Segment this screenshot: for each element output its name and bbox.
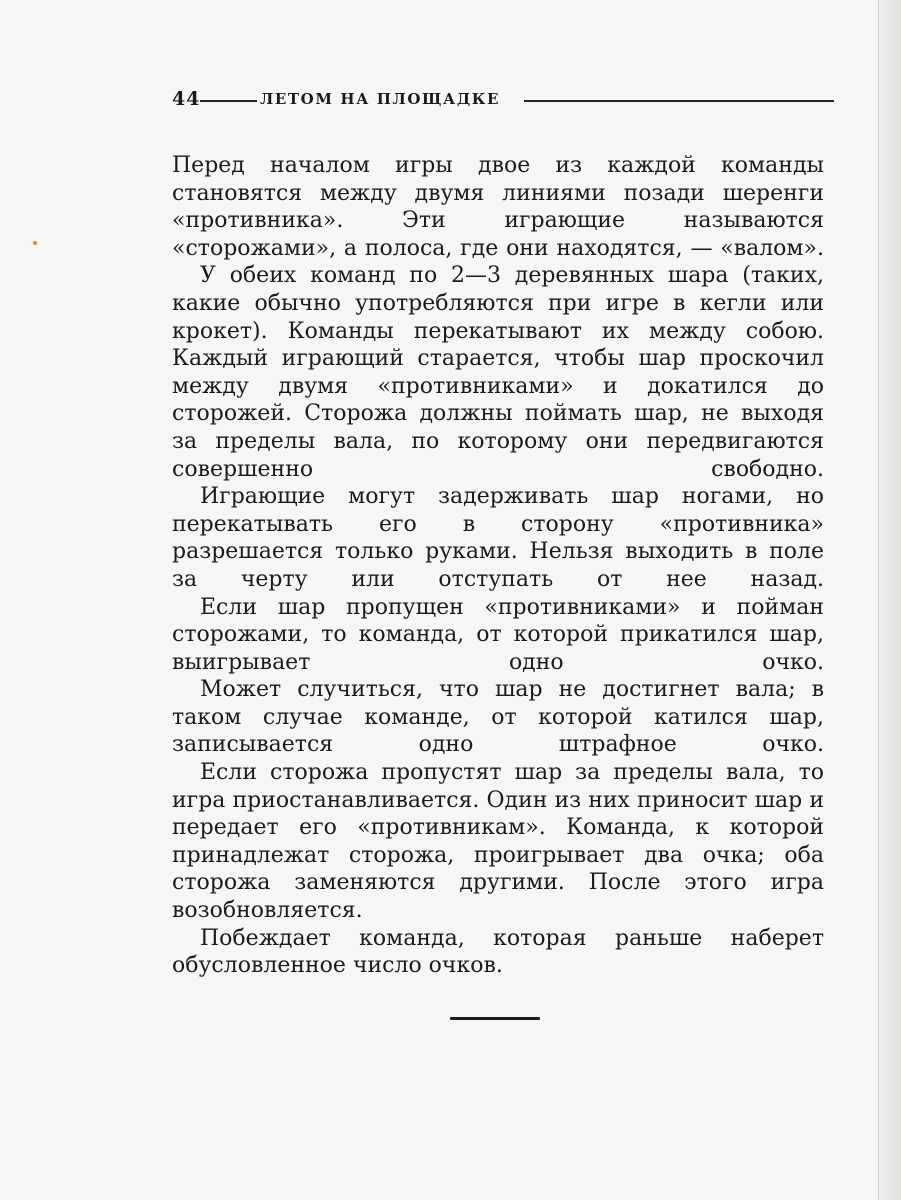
body-text (172, 152, 824, 980)
page-number: 44 (172, 88, 201, 110)
paragraph-3: Играющие могут задерживать шар ногами, но перекатывать его в сторону «противника» разрешается только руками. Нельзя выходить в поле за черту или отступать от нее назад. (172, 484, 824, 592)
paragraph-7: Побеждает команда, которая раньше наберет обусловленное число очков. (172, 925, 824, 979)
header-rule-left (200, 100, 257, 102)
paper-speck (33, 241, 37, 245)
running-header (172, 88, 838, 114)
paragraph-5: Может случиться, что шар не достигнет вала; в таком случае команде, от которой катился шар, записывается одно штрафное очко. (172, 677, 824, 758)
section-end-rule (450, 1017, 540, 1020)
paragraph-6: Если сторожа пропустят шар за пределы вала, то игра приостанавливается. Один из них приносит шар и передает его «противникам». Команда, к которой принадлежат сторожа, проигрывает два очка; оба сторожа заменяются другими. После этого игра возобновляется. (172, 760, 824, 924)
page-edge-line (878, 0, 879, 1200)
paragraph-4: Если шар пропущен «противниками» и пойман сторожами, то команда, от которой прикатился шар, выигрывает одно очко. (172, 594, 824, 675)
paragraph-2: У обеих команд по 2—3 деревянных шара (таких, какие обычно употребляются при игре в кегли или крокет). Команды перекатывают их между собою. Каждый играющий старается, чтобы шар проскочил между двумя «противниками» и докатился до сторожей. Сторожа должны поймать шар, не выходя за пределы вала, по которому они передвигаются совершенно свободно. (172, 263, 824, 482)
running-title: ЛЕТОМ НА ПЛОЩАДКЕ (260, 90, 501, 108)
paragraph-1: Перед началом игры двое из каждой команды становятся между двумя линиями позади шеренги «противника». Эти играющие называются «сторожами», а полоса, где они находятся, — «валом». (172, 153, 824, 261)
header-rule-right (524, 100, 834, 102)
